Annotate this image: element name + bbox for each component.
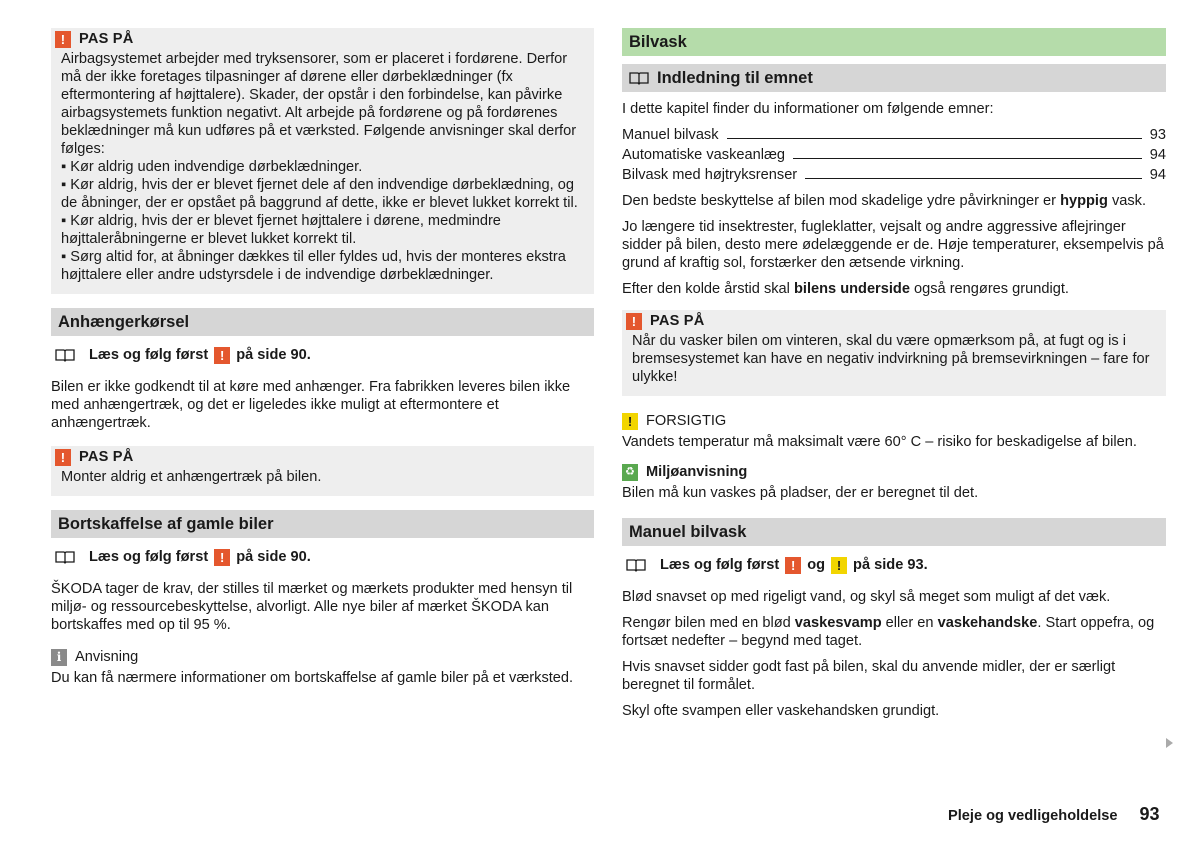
section-heading-trailer: Anhængerkørsel (51, 308, 594, 336)
book-icon (55, 348, 75, 362)
section-heading-manual-wash: Manuel bilvask (622, 518, 1166, 546)
bullet-item: ▪ Kør aldrig uden indvendige dørbeklædninger. (61, 159, 363, 175)
caution-body: Vandets temperatur må maksimalt være 60° C – risiko for beskadigelse af bilen. (622, 434, 1137, 450)
environment-body: Bilen må kun vaskes på pladser, der er beregnet til det. (622, 485, 979, 501)
book-icon (55, 550, 75, 564)
page-number: 93 (1139, 804, 1160, 824)
warning-icon: ! (214, 549, 230, 566)
warning-icon: ! (214, 347, 230, 364)
warning-icon: ! (626, 313, 642, 330)
bullet-item: ▪ Sørg altid for, at åbninger dækkes til eller fyldes ud, hvis der monteres ekstra højttalere eller andre udstyrsdele i de indvendige dørbeklædninger. (61, 249, 566, 283)
next-page-arrow-icon (1166, 738, 1173, 748)
left-column (51, 28, 594, 695)
manual-step-2: Rengør bilen med en blød vaskesvamp eller en vaskehandske. Start oppefra, og fortsæt nedefter – begynd med taget. (622, 615, 1155, 649)
warning-airbag-body: Airbagsystemet arbejder med tryksensorer, som er placeret i fordørene. Derfor må der ikke foretages tilpasninger af dørene eller dørbeklædninger (fx eftermontering af højttalere). Skader, der opstår i den forbindelse, kan påvirke airbagsystemets funktion negativt. Alt arbejde på fordørene og på fordørenes beklædninger må kun udføres på et værksted. Følgende anvisninger skal derfor følges: ▪ Kør aldrig uden indvendige dørbeklædninger. ▪ Kør aldrig, hvis der er blevet fjernet dele af den indvendige dørbeklædning, og de åbninger, der er opstået på baggrund af dette, ikke er blevet lukket korrekt til. ▪ Kør aldrig, hvis der er blevet fjernet højttalere i dørene, medmindre højttaleråbningerne er blevet lukket korrekt til. ▪ Sørg altid for, at åbninger dækkes til eller fyldes ud, hvis der monteres ekstra højttalere eller andre udstyrsdele i de indvendige dørbeklædninger. (61, 50, 584, 284)
warning-airbag (51, 28, 594, 294)
reference-line: Læs og følg først ! og ! på side 93. (626, 556, 1166, 574)
chapter-title: Pleje og vedligeholdelse (948, 808, 1118, 824)
recycle-icon: ♻ (622, 464, 638, 481)
manual-step-3: Hvis snavset sidder godt fast på bilen, skal du anvende midler, der er særligt beregnet til formålet. (622, 659, 1116, 693)
intro-text: I dette kapitel finder du informationer om følgende emner: (622, 101, 994, 117)
caution-icon: ! (831, 557, 847, 574)
warning-winter: ! PAS PÅ Når du vasker bilen om vinteren, skal du være opmærksom på, at fugt og is i bremsesystemet kan have en negativ indvirkning på bremsevirkningen – fare for ulykke! (622, 310, 1166, 396)
book-icon (626, 558, 646, 572)
warning-icon: ! (55, 31, 71, 48)
note-title: i Anvisning (51, 648, 594, 666)
intro-heading: Indledning til emnet (622, 64, 1166, 92)
trailer-body: Bilen er ikke godkendt til at køre med anhænger. Fra fabrikken leveres bilen ikke med anhængertræk, og det er ligeledes ikke muligt at eftermontere et anhængertræk. (51, 379, 571, 431)
reference-line: Læs og følg først ! på side 90. (55, 548, 594, 566)
bullet-item: ▪ Kør aldrig, hvis der er blevet fjernet højttalere i dørene, medmindre højttaleråbningerne er blevet lukket korrekt til. (61, 213, 501, 247)
warning-trailer: ! PAS PÅ Monter aldrig et anhængertræk på bilen. (51, 446, 594, 496)
topic-link[interactable]: Manuel bilvask 93 (622, 127, 1166, 143)
page-footer (948, 805, 1160, 825)
disposal-body: ŠKODA tager de krav, der stilles til mærket og mærkets produkter med hensyn til miljø- og ressourcebeskyttelse, alvorligt. Alle nye biler af mærket ŠKODA kan bortskaffes med op til 95 %. (51, 581, 573, 633)
paragraph-deposits: Jo længere tid insektrester, fugleklatter, vejsalt og andre aggressive aflejringer sidder på bilen, desto mere ødelæggende er de. Høje temperaturer, eksempelvis på grund af kraftig sol, forstærker den ætsende virkning. (622, 219, 1164, 271)
right-column (622, 28, 1166, 728)
bullet-item: ▪ Kør aldrig, hvis der er blevet fjernet dele af den indvendige dørbeklædning, og de åbninger, der er opstået på baggrund af dette, ikke er blevet lukket korrekt til. (61, 177, 578, 211)
caution-icon: ! (622, 413, 638, 430)
environment-title: ♻ Miljøanvisning (622, 463, 1166, 481)
paragraph-frequent-wash: Den bedste beskyttelse af bilen mod skadelige ydre påvirkninger er hyppig vask. (622, 193, 1147, 209)
section-heading-bilvask: Bilvask (622, 28, 1166, 56)
topic-list (622, 126, 1166, 186)
section-heading-disposal: Bortskaffelse af gamle biler (51, 510, 594, 538)
warning-airbag-title: ! PAS PÅ (55, 30, 584, 48)
warning-icon: ! (785, 557, 801, 574)
note-body: Du kan få nærmere informationer om bortskaffelse af gamle biler på et værksted. (51, 670, 574, 686)
manual-step-1: Blød snavset op med rigeligt vand, og skyl så meget som muligt af det væk. (622, 589, 1111, 605)
warning-icon: ! (55, 449, 71, 466)
reference-line: Læs og følg først ! på side 90. (55, 346, 594, 364)
caution-title: ! FORSIGTIG (622, 412, 1166, 430)
topic-link[interactable]: Automatiske vaskeanlæg 94 (622, 147, 1166, 163)
manual-step-4: Skyl ofte svampen eller vaskehandsken grundigt. (622, 703, 940, 719)
info-icon: i (51, 649, 67, 666)
topic-link[interactable]: Bilvask med højtryksrenser 94 (622, 167, 1166, 183)
paragraph-underside: Efter den kolde årstid skal bilens underside også rengøres grundigt. (622, 281, 1069, 297)
book-icon (629, 71, 649, 85)
